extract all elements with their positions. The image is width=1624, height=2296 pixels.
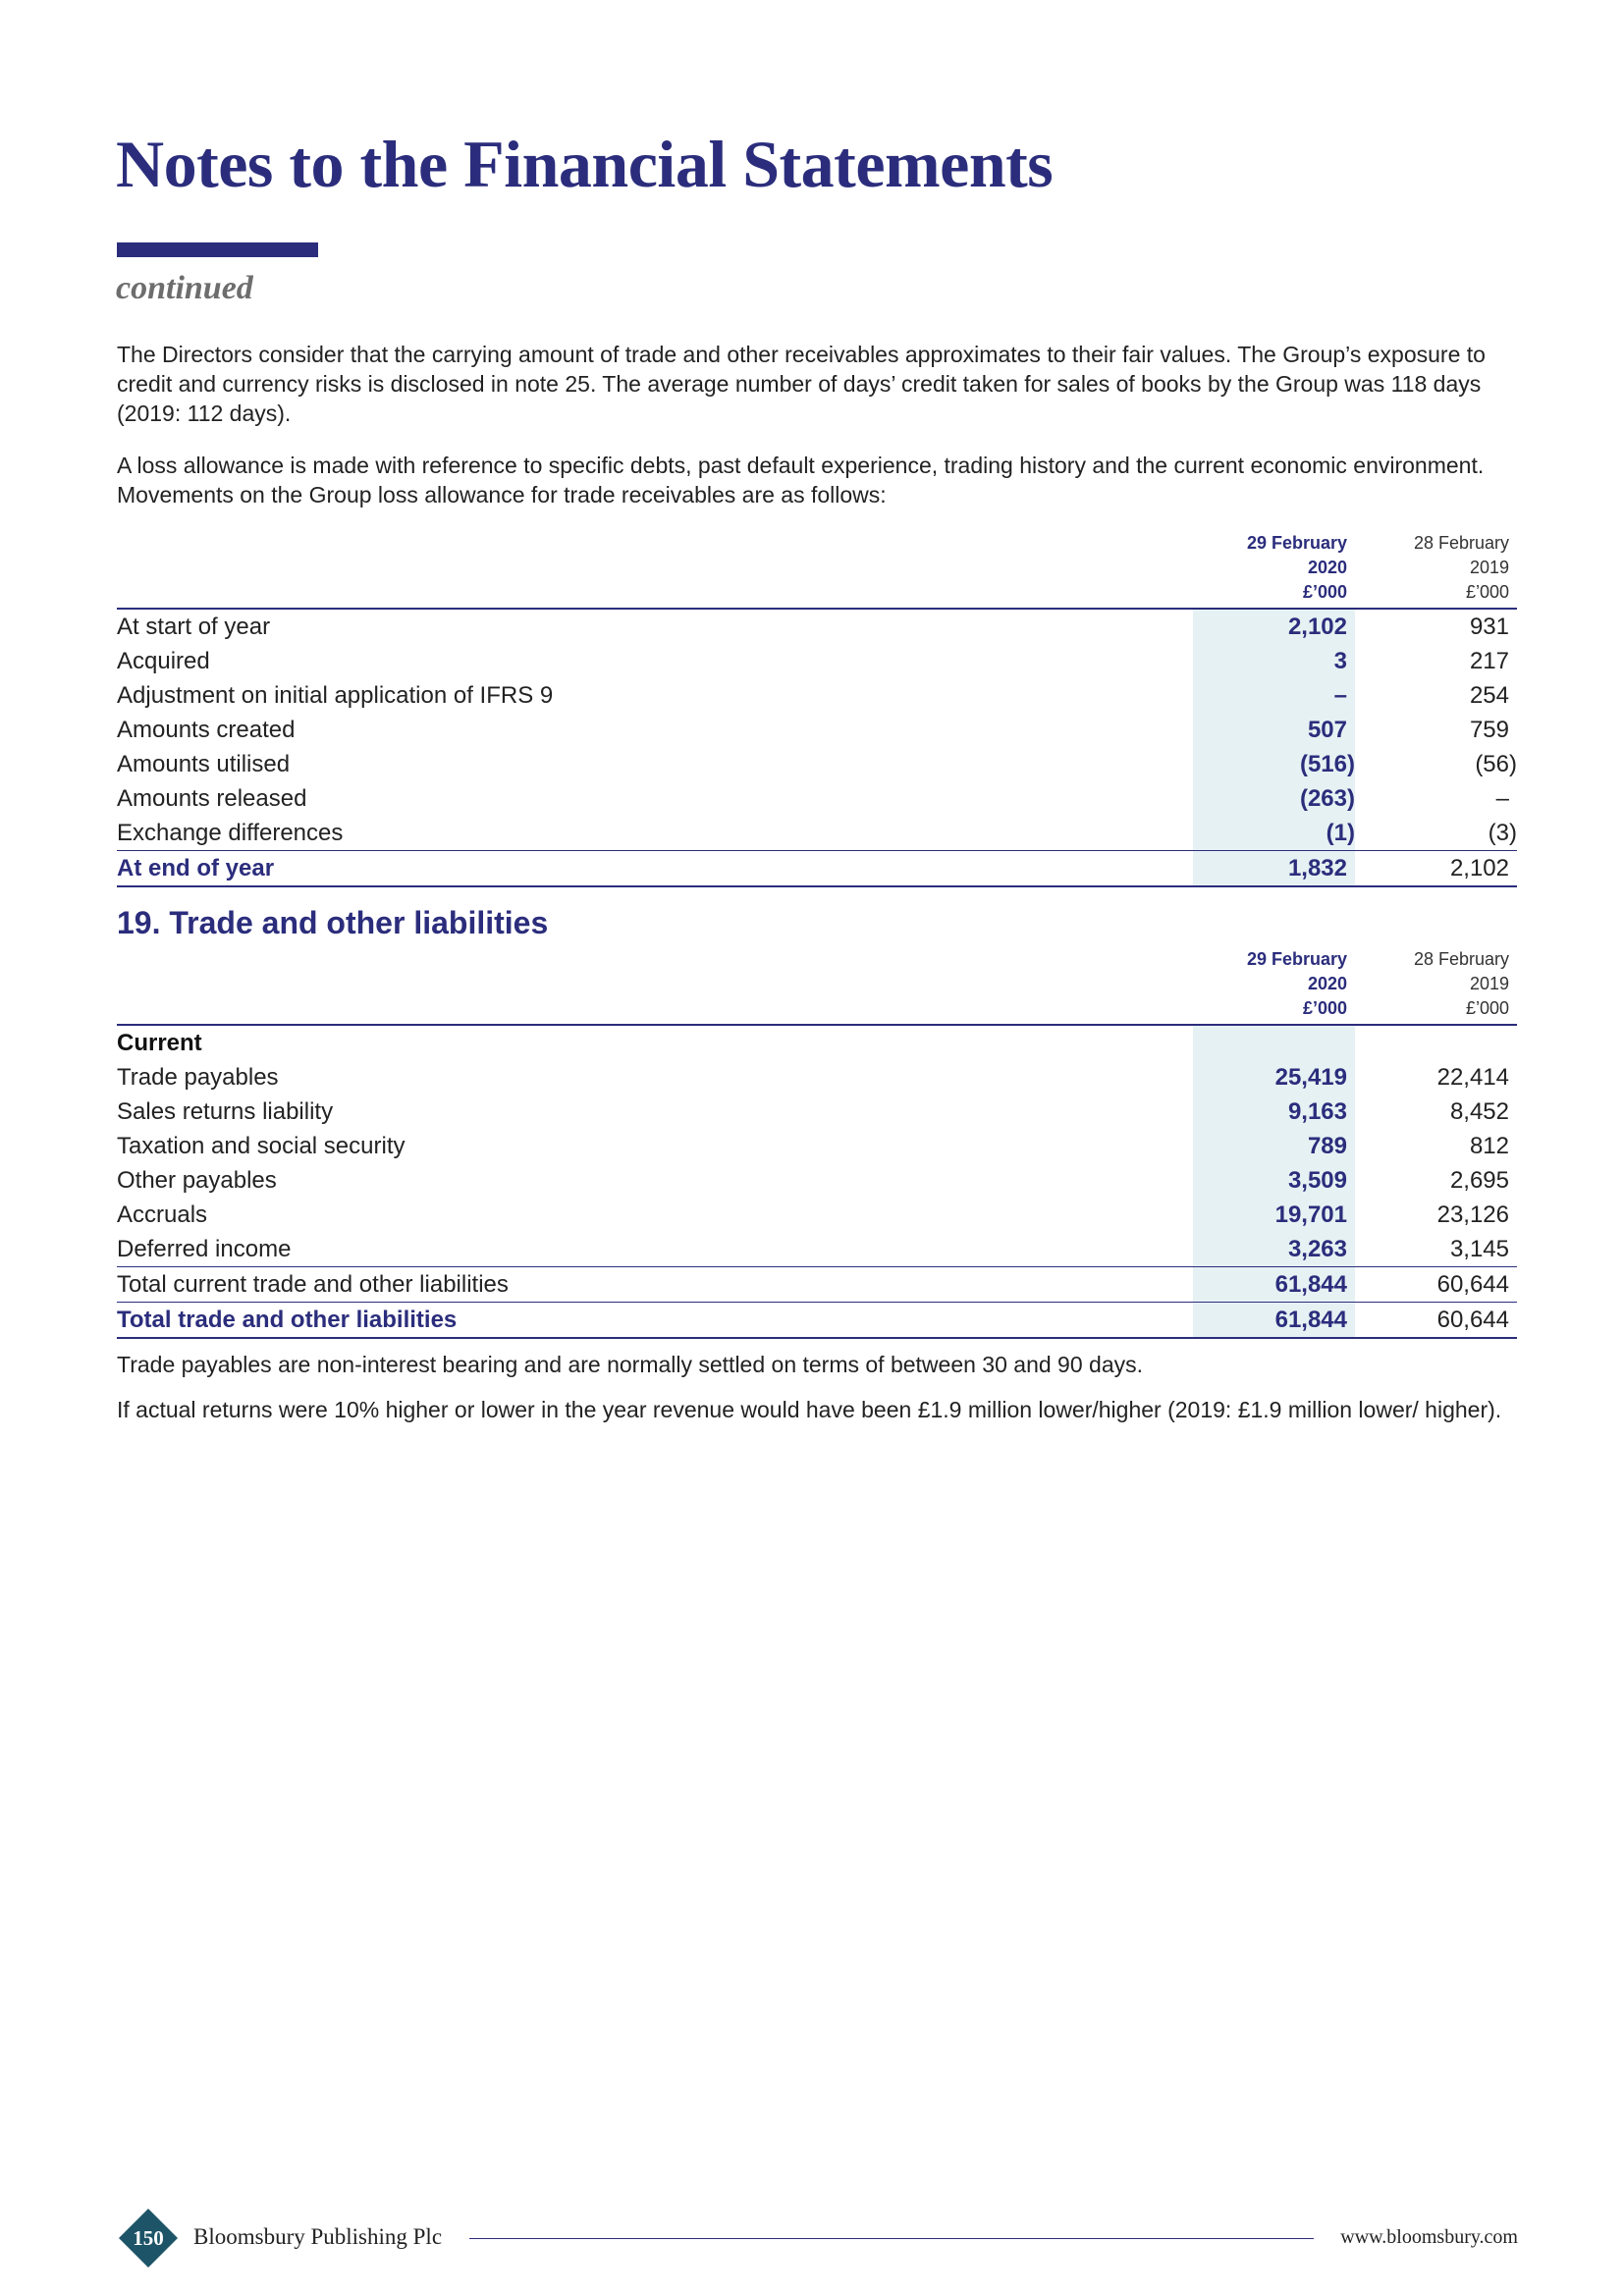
value-2020: 9,163: [1193, 1095, 1355, 1129]
value-2019: 254: [1469, 681, 1509, 709]
footer-divider: [469, 2238, 1314, 2239]
row-label: Acquired: [117, 647, 210, 674]
current-label: Current: [117, 1029, 202, 1056]
value-2019: (3): [1488, 819, 1517, 846]
row-label: At start of year: [117, 613, 271, 640]
row-label: Amounts released: [117, 784, 307, 812]
value-2019: 2,102: [1355, 851, 1517, 887]
note-paragraph-2: If actual returns were 10% higher or lower in the year revenue would have been £1.9 million lower/higher (2019: £1.9 million lower/ higher).: [117, 1397, 1502, 1422]
column-header-2020: [1193, 531, 1355, 609]
column-header-2020-unit: £’000: [1302, 998, 1347, 1018]
value-2019: 3,145: [1449, 1235, 1509, 1262]
value-2020: 25,419: [1193, 1060, 1355, 1095]
value-2020-empty: [1193, 1025, 1355, 1060]
value-2019: 2,695: [1449, 1166, 1509, 1194]
intro-paragraph-1: The Directors consider that the carrying amount of trade and other receivables approximates to their fair values. The Group’s exposure to credit and currency risks is disclosed in note 25. The average number of days’ credit taken for sales of books by the Group was 118 days (2019: 112 days).: [117, 342, 1486, 426]
total-row: [117, 851, 1517, 887]
table-row: [117, 713, 1517, 747]
row-label: Other payables: [117, 1166, 277, 1194]
table-row: [117, 644, 1517, 678]
table-row: [117, 816, 1517, 851]
header-label-cell: [117, 947, 1193, 1025]
table-row: [117, 747, 1517, 781]
page-number: 150: [133, 2226, 164, 2250]
column-header-2019-line1: 28 February: [1413, 949, 1509, 969]
row-label: Amounts created: [117, 716, 296, 743]
column-header-2019-unit: £’000: [1465, 998, 1509, 1018]
value-2019: 217: [1469, 647, 1509, 674]
value-2020: 19,701: [1193, 1198, 1355, 1232]
note-paragraph-1: Trade payables are non-interest bearing and are normally settled on terms of between 30 and 90 days.: [117, 1352, 1143, 1377]
value-2020: 2,102: [1193, 609, 1355, 644]
value-2019: 60,644: [1355, 1267, 1517, 1303]
current-subheading-row: [117, 1025, 1517, 1060]
value-2019: 759: [1469, 716, 1509, 743]
value-2020: 3: [1193, 644, 1355, 678]
column-header-2019: [1355, 531, 1517, 609]
subtotal-row: [117, 1267, 1517, 1303]
column-header-2019-line1: 28 February: [1413, 533, 1509, 553]
value-2019: 23,126: [1436, 1201, 1509, 1228]
intro-paragraph-2: A loss allowance is made with reference to specific debts, past default experience, trading history and the current economic environment. Movements on the Group loss allowance for trade receivables are as follows:: [117, 453, 1485, 507]
value-2020: 1,832: [1193, 851, 1355, 887]
value-2019: 812: [1469, 1132, 1509, 1159]
column-header-2019: [1355, 947, 1517, 1025]
liabilities-table: [117, 947, 1517, 1339]
row-label: Accruals: [117, 1201, 208, 1228]
value-2020: (516): [1193, 747, 1355, 781]
row-label: Sales returns liability: [117, 1097, 334, 1125]
table-row: [117, 1129, 1517, 1163]
row-label: Deferred income: [117, 1235, 292, 1262]
value-2019: –: [1495, 784, 1509, 812]
table-row: [117, 1163, 1517, 1198]
value-2020: 789: [1193, 1129, 1355, 1163]
section-heading: 19. Trade and other liabilities: [117, 905, 549, 940]
column-header-2020-unit: £’000: [1302, 582, 1347, 602]
row-label: Taxation and social security: [117, 1132, 406, 1159]
page-title: Notes to the Financial Statements: [116, 127, 1054, 201]
table-row: [117, 1232, 1517, 1267]
column-header-2020: [1193, 947, 1355, 1025]
column-header-2019-unit: £’000: [1465, 582, 1509, 602]
page-subtitle: continued: [116, 270, 253, 306]
table-row: [117, 678, 1517, 713]
value-2020: (1): [1193, 816, 1355, 851]
value-2019-empty: [1355, 1025, 1517, 1060]
table-row: [117, 1060, 1517, 1095]
row-label: Amounts utilised: [117, 750, 291, 777]
column-header-2020-line1: 29 February: [1246, 533, 1347, 553]
column-header-2019-line2: 2019: [1469, 974, 1509, 993]
column-header-2020-line1: 29 February: [1246, 949, 1347, 969]
table-row: [117, 609, 1517, 644]
value-2020: 3,509: [1193, 1163, 1355, 1198]
value-2020: 507: [1193, 713, 1355, 747]
footer-company-name: Bloomsbury Publishing Plc: [193, 2224, 443, 2249]
value-2020: 61,844: [1193, 1303, 1355, 1339]
header-label-cell: [117, 531, 1193, 609]
loss-allowance-table: [117, 531, 1517, 887]
row-label: Exchange differences: [117, 819, 344, 846]
column-header-2019-line2: 2019: [1469, 558, 1509, 577]
column-header-2020-line2: 2020: [1307, 974, 1347, 993]
value-2020: –: [1193, 678, 1355, 713]
table-row: [117, 781, 1517, 816]
row-label: Total current trade and other liabilities: [117, 1267, 1193, 1303]
total-row: [117, 1303, 1517, 1339]
value-2020: 61,844: [1193, 1267, 1355, 1303]
table-row: [117, 1198, 1517, 1232]
table-row: [117, 1095, 1517, 1129]
value-2020: 3,263: [1193, 1232, 1355, 1267]
value-2019: (56): [1475, 750, 1517, 777]
row-label: Trade payables: [117, 1063, 279, 1091]
value-2019: 60,644: [1355, 1303, 1517, 1339]
title-accent-bar: [117, 242, 318, 257]
footer-url: www.bloomsbury.com: [1340, 2226, 1518, 2248]
column-header-2020-line2: 2020: [1307, 558, 1347, 577]
value-2019: 8,452: [1449, 1097, 1509, 1125]
row-label: Total trade and other liabilities: [117, 1303, 1193, 1339]
row-label: Adjustment on initial application of IFRS 9: [117, 681, 554, 709]
table-header-row: [117, 531, 1517, 609]
value-2019: 22,414: [1436, 1063, 1509, 1091]
value-2020: (263): [1193, 781, 1355, 816]
page-number-badge: [119, 2209, 178, 2268]
value-2019: 931: [1469, 613, 1509, 640]
row-label: At end of year: [117, 851, 1193, 887]
table-header-row: [117, 947, 1517, 1025]
